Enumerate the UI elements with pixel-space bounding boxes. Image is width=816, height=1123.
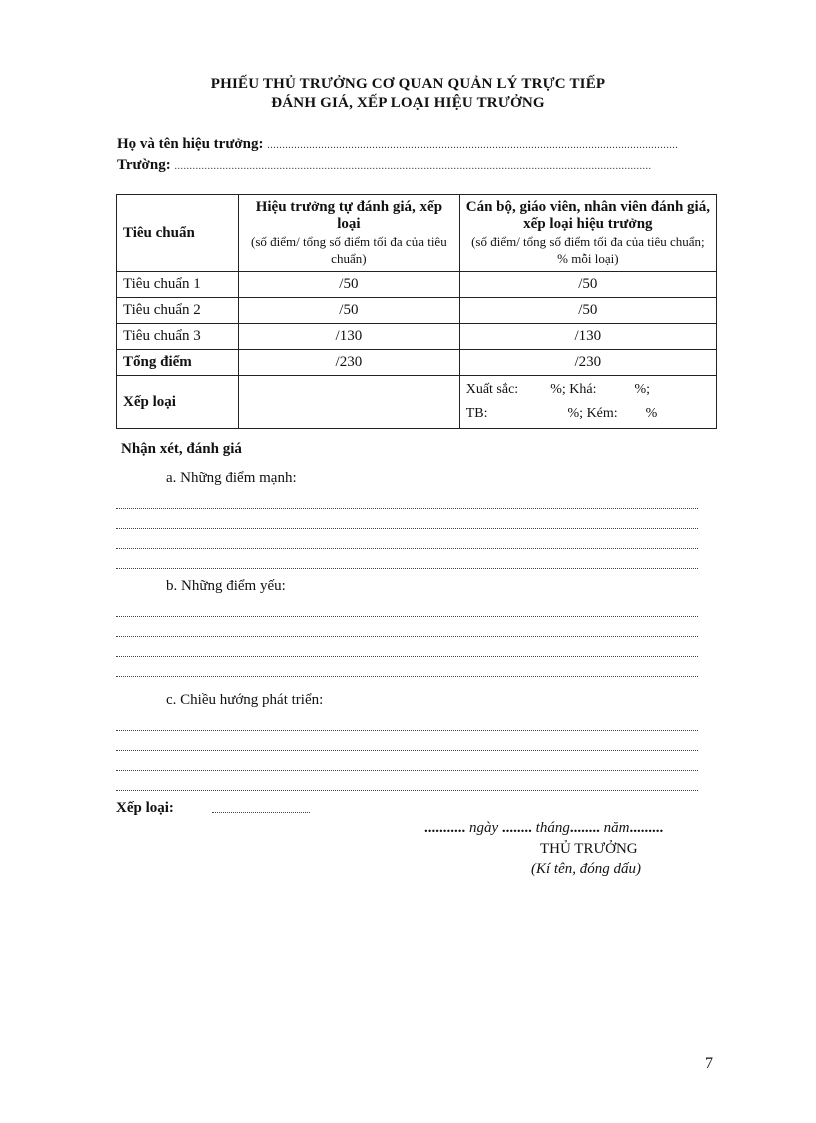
header-staff-eval — [459, 195, 716, 272]
day-value-dots[interactable]: ........ — [501, 820, 532, 836]
weak-pct: % — [645, 406, 658, 421]
day-dots[interactable]: ........... — [424, 820, 466, 836]
table-row — [117, 324, 717, 350]
weaknesses-line[interactable] — [116, 616, 698, 617]
school-dots: ............................................................................................................................................................... — [174, 161, 652, 172]
weak-label: Kém: — [586, 406, 618, 421]
header-self-eval — [239, 195, 460, 272]
good-label: Khá: — [569, 382, 597, 397]
classification-label: Xếp loại — [117, 376, 239, 429]
final-classification-field[interactable] — [212, 812, 310, 813]
date-line — [424, 820, 663, 837]
strengths-line[interactable] — [116, 548, 698, 549]
table-row — [117, 298, 717, 324]
table-row — [117, 272, 717, 298]
header-staff-eval-sub: (số điểm/ tổng số điểm tối đa của tiêu chuẩn; % mỗi loại) — [471, 234, 705, 266]
development-line[interactable] — [116, 730, 698, 731]
staff-score-cell[interactable]: /130 — [459, 324, 716, 350]
weaknesses-line[interactable] — [116, 676, 698, 677]
classification-row — [117, 376, 717, 429]
header-self-eval-main: Hiệu trưởng tự đánh giá, xếp loại — [255, 199, 443, 232]
comments-title: Nhận xét, đánh giá — [121, 441, 242, 457]
header-staff-eval-main: Cán bộ, giáo viên, nhân viên đánh giá, xếp loại hiệu trưởng — [465, 199, 710, 232]
row-label: Tiêu chuẩn 1 — [117, 272, 239, 298]
self-score-cell[interactable]: /50 — [239, 298, 460, 324]
classification-line-1 — [466, 378, 710, 402]
classification-line-2 — [466, 402, 710, 426]
month-word: tháng — [535, 820, 570, 836]
school-field[interactable] — [117, 157, 651, 174]
principal-name-dots: ......................................................................................................................................... — [267, 140, 679, 151]
average-label: TB: — [465, 406, 488, 421]
header-criteria: Tiêu chuẩn — [117, 195, 239, 272]
strengths-line[interactable] — [116, 508, 698, 509]
excellent-label: Xuất sắc: — [465, 382, 519, 397]
development-line[interactable] — [116, 750, 698, 751]
header-self-eval-sub: (số điểm/ tổng số điểm tối đa của tiêu chuẩn) — [251, 234, 447, 266]
strengths-line[interactable] — [116, 568, 698, 569]
page-title-line2: ĐÁNH GIÁ, XẾP LOẠI HIỆU TRƯỞNG — [271, 95, 545, 111]
total-staff-score[interactable]: /230 — [459, 350, 716, 376]
year-word: năm — [603, 820, 630, 836]
excellent-pct: %; — [550, 382, 566, 397]
school-label: Trường: — [117, 157, 171, 173]
year-dots[interactable]: ......... — [629, 820, 664, 836]
row-label: Tiêu chuẩn 3 — [117, 324, 239, 350]
total-self-score[interactable]: /230 — [239, 350, 460, 376]
day-word: ngày — [469, 820, 499, 836]
total-label: Tổng điểm — [117, 350, 239, 376]
weaknesses-line[interactable] — [116, 636, 698, 637]
strengths-heading: a. Những điểm mạnh: — [166, 470, 297, 486]
average-pct: %; — [567, 406, 584, 421]
page-title-line1: PHIẾU THỦ TRƯỞNG CƠ QUAN QUẢN LÝ TRỰC TIẾP — [210, 76, 606, 92]
staff-classification-cell[interactable] — [459, 376, 716, 429]
month-dots[interactable]: ........ — [569, 820, 600, 836]
total-row — [117, 350, 717, 376]
final-classification-label: Xếp loại: — [116, 800, 174, 816]
strengths-line[interactable] — [116, 528, 698, 529]
evaluation-table — [116, 194, 717, 429]
development-line[interactable] — [116, 770, 698, 771]
staff-score-cell[interactable]: /50 — [459, 272, 716, 298]
development-heading: c. Chiều hướng phát triển: — [166, 692, 324, 708]
principal-name-field[interactable] — [117, 136, 678, 153]
self-score-cell[interactable]: /50 — [239, 272, 460, 298]
self-classification-cell[interactable] — [239, 376, 460, 429]
signature-note: (Kí tên, đóng dấu) — [531, 861, 641, 877]
development-line[interactable] — [116, 790, 698, 791]
self-score-cell[interactable]: /130 — [239, 324, 460, 350]
weaknesses-line[interactable] — [116, 656, 698, 657]
weaknesses-heading: b. Những điểm yếu: — [166, 578, 286, 594]
row-label: Tiêu chuẩn 2 — [117, 298, 239, 324]
principal-name-label: Họ và tên hiệu trưởng: — [117, 136, 264, 152]
staff-score-cell[interactable]: /50 — [459, 298, 716, 324]
signatory-title: THỦ TRƯỞNG — [540, 841, 638, 857]
table-header-row — [117, 195, 717, 272]
page-number: 7 — [705, 1055, 713, 1072]
good-pct: %; — [634, 382, 651, 397]
